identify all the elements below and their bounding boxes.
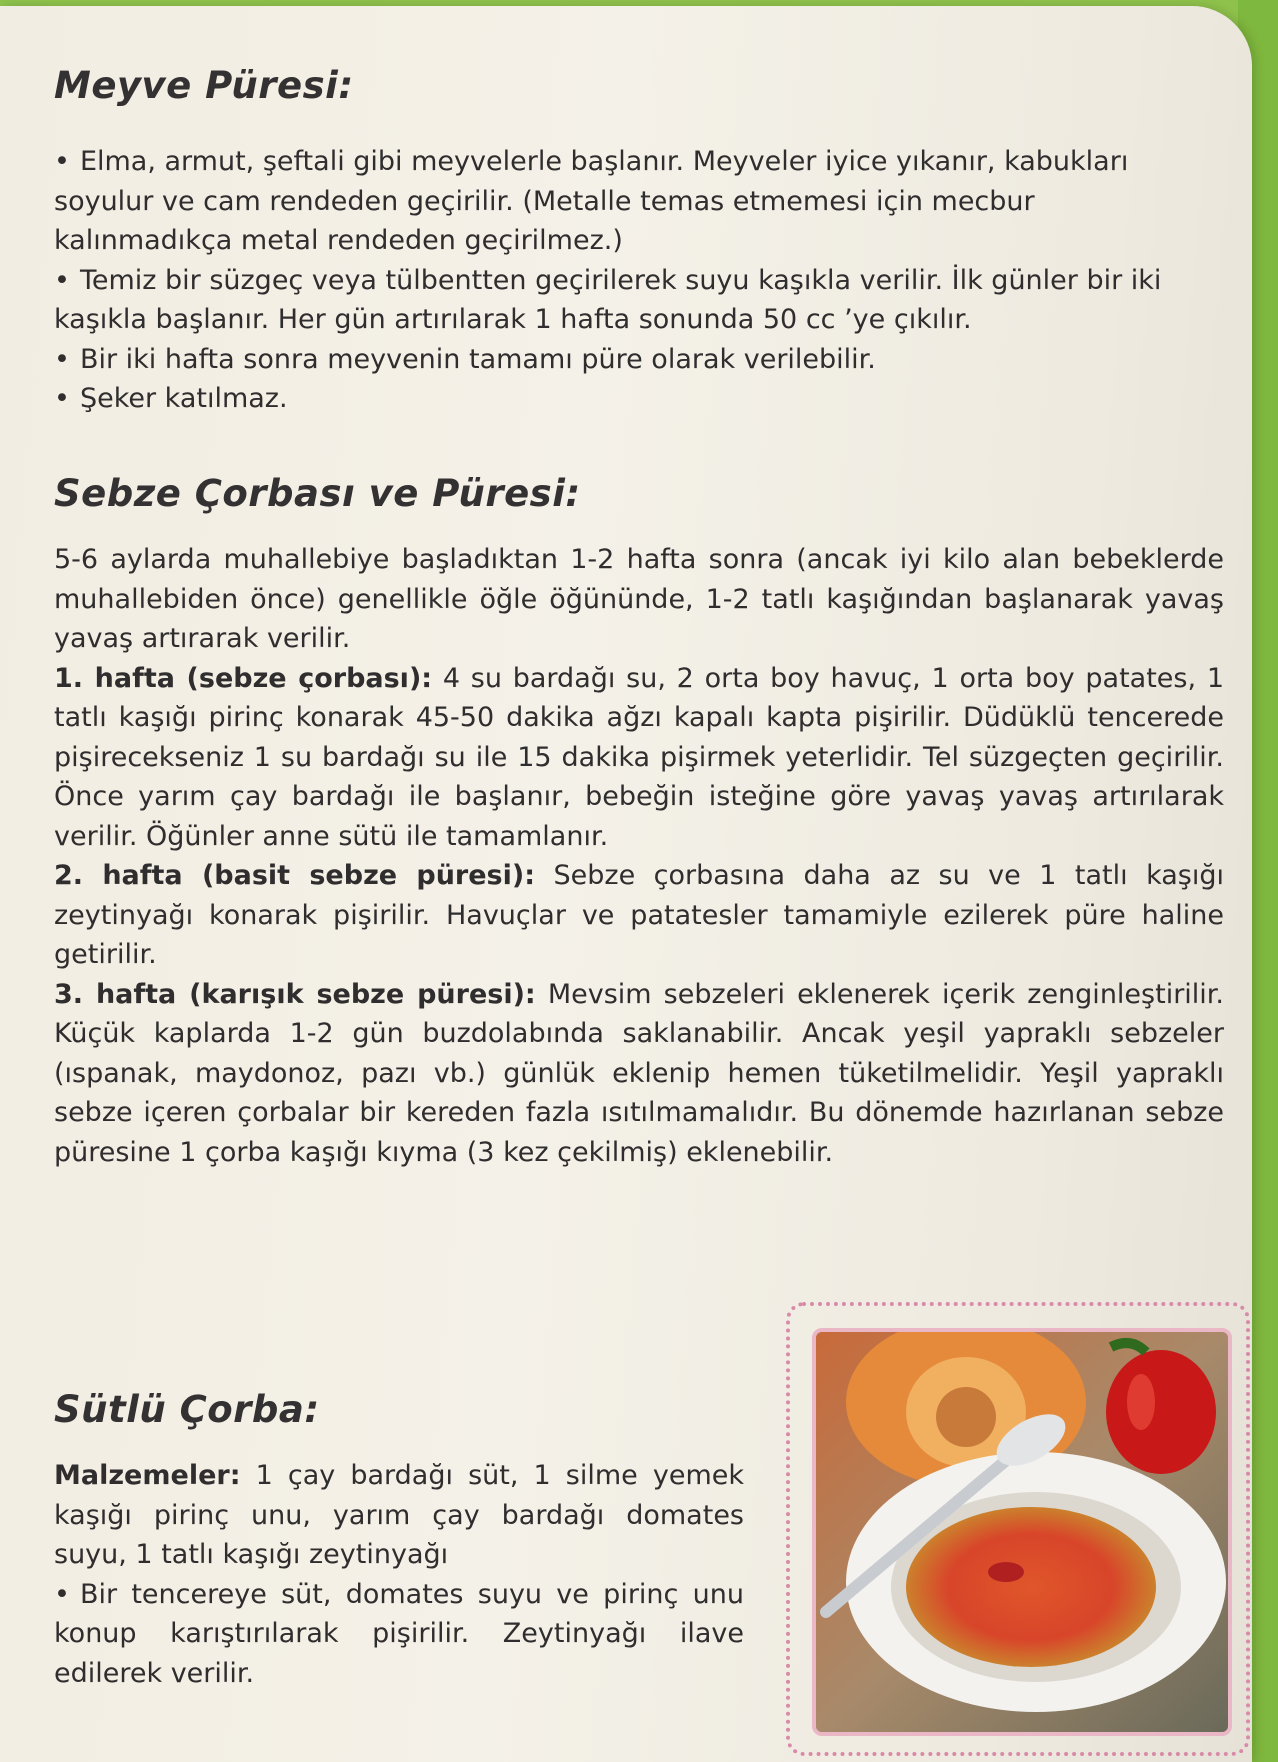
soup-shape [906, 1507, 1156, 1667]
ingredients-paragraph [54, 1456, 744, 1575]
week-3-paragraph [54, 975, 1224, 1173]
meyve-list [54, 142, 1214, 419]
week-3-label: 3. hafta (karışık sebze püresi): [54, 978, 536, 1010]
sutlu-body [54, 1456, 744, 1693]
section-title-meyve: Meyve Püresi: [54, 64, 354, 107]
sebze-intro: 5-6 aylarda muhallebiye başladıktan 1-2 hafta sonra (ancak iyi kilo alan bebeklerde muhallebiden önce) genellikle öğle öğününde, 1-2 tatlı kaşığından başlanarak yavaş yavaş artırarak verilir. [54, 544, 1224, 654]
pepper-shape [1106, 1350, 1216, 1474]
week-2-label: 2. hafta (basit sebze püresi): [54, 860, 536, 891]
week-1-text: 4 su bardağı su, 2 orta boy havuç, 1 orta boy patates, 1 tatlı kaşığı pirinç konarak 45-50 dakika ağzı kapalı kapta pişirilir. Düdüklü tencerede pişirecekseniz 1 su bardağı su ile 15 dakika pişirmek yeterlidir. Tel süzgeçten geçirilir. Önce yarım çay bardağı ile başlanır, bebeğin isteğine göre yavaş yavaş artırılarak verilir. Öğünler anne sütü ile tamamlanır. [54, 662, 1224, 852]
list-item: • Şeker katılmaz. [54, 379, 1214, 419]
soup-photo [812, 1328, 1232, 1736]
ingredients-text: 1 çay bardağı süt, 1 silme yemek kaşığı pirinç unu, yarım çay bardağı domates suyu, 1 tatlı kaşığı zeytinyağı [54, 1460, 744, 1570]
soup-illustration [816, 1332, 1228, 1732]
list-item: • Temiz bir süzgeç veya tülbentten geçirilerek suyu kaşıkla verilir. İlk günler bir iki kaşıkla başlanır. Her gün artırılarak 1 hafta sonunda 50 cc ’ye çıkılır. [54, 261, 1214, 340]
list-item: • Bir tencereye süt, domates suyu ve pirinç unu konup karıştırılarak pişirilir. Zeytinyağı ilave edilerek verilir. [54, 1575, 744, 1694]
week-1-paragraph [54, 659, 1224, 857]
ingredients-label: Malzemeler: [54, 1460, 241, 1491]
book-page [0, 6, 1252, 1762]
section-title-sebze: Sebze Çorbası ve Püresi: [54, 472, 581, 515]
section-title-sutlu: Sütlü Çorba: [54, 1388, 320, 1431]
list-item: • Bir iki hafta sonra meyvenin tamamı püre olarak verilebilir. [54, 340, 1214, 380]
list-item: • Elma, armut, şeftali gibi meyvelerle başlanır. Meyveler iyice yıkanır, kabukları soyulur ve cam rendeden geçirilir. (Metalle temas etmemesi için mecbur kalınmadıkça metal rendeden geçirilmez.) [54, 142, 1214, 261]
week-2-text: Sebze çorbasına daha az su ve 1 tatlı kaşığı zeytinyağı konarak pişirilir. Havuçlar ve patatesler tamamiyle ezilerek püre haline getirilir. [54, 860, 1225, 970]
sebze-body [54, 540, 1224, 1172]
week-1-label: 1. hafta (sebze çorbası): [54, 662, 433, 694]
week-3-text: Mevsim sebzeleri eklenerek içerik zenginleştirilir. Küçük kaplarda 1-2 gün buzdolabında saklanabilir. Ancak yeşil yapraklı sebzeler (ıspanak, maydonoz, pazı vb.) günlük eklenip hemen tüketilmelidir. Yeşil yapraklı sebze içeren çorbalar bir kereden fazla ısıtılmamalıdır. Bu dönemde hazırlanan sebze püresine 1 çorba kaşığı kıyma (3 kez çekilmiş) eklenebilir. [54, 978, 1225, 1168]
photo-frame [786, 1302, 1250, 1756]
week-2-paragraph [54, 856, 1224, 975]
